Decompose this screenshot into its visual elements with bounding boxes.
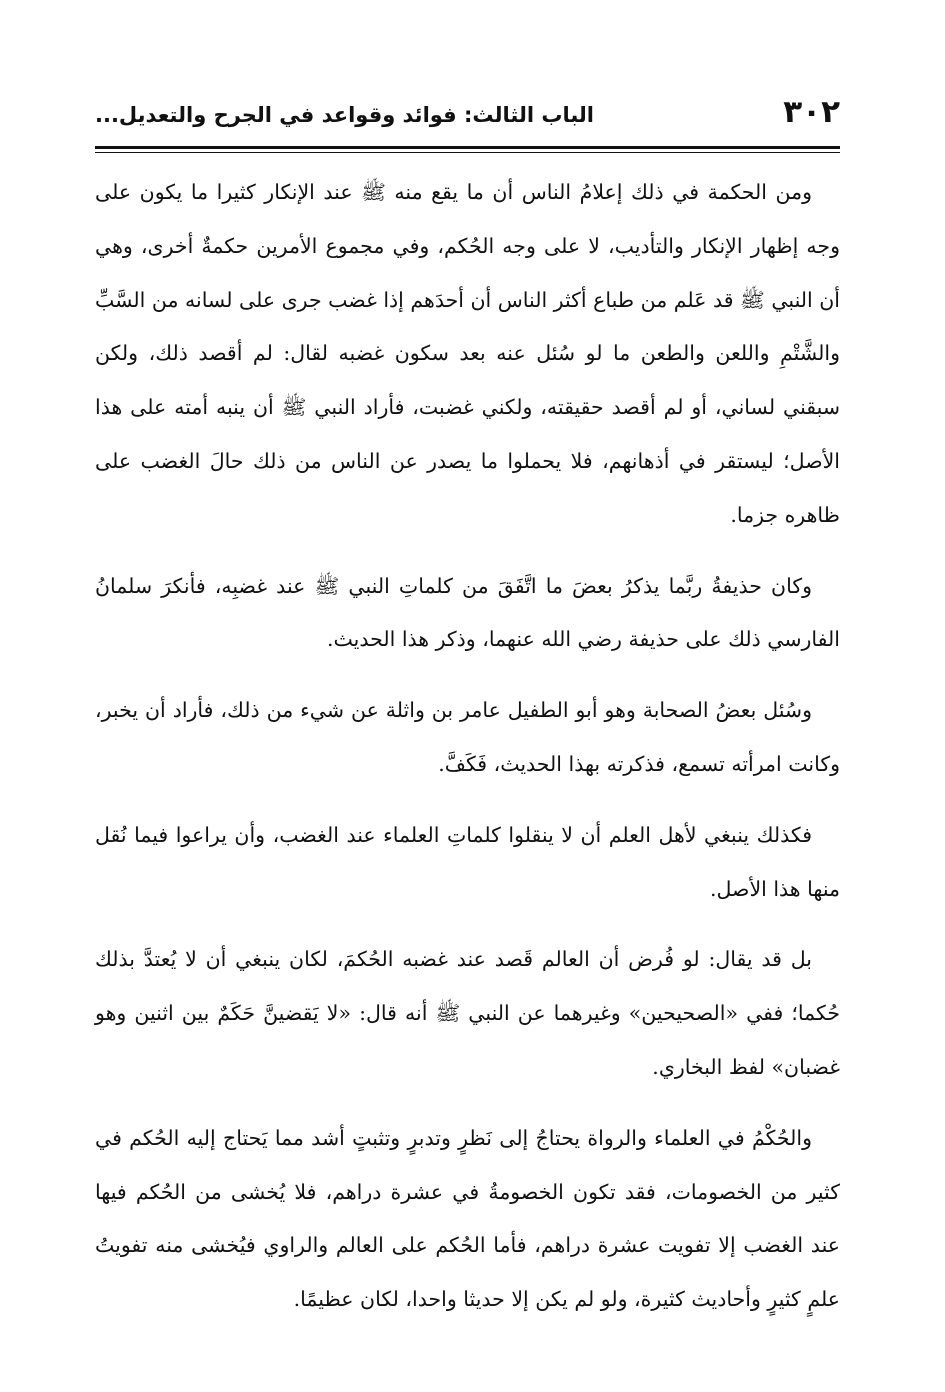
page-header [95,92,840,140]
paragraph-3: وسُئل بعضُ الصحابة وهو أبو الطفيل عامر بن واثلة عن شيء من ذلك، فأراد أن يخبر، وكانت امرأته تسمع، فذكرته بهذا الحديث، فَكَفَّ. [95,698,840,776]
header-rule-thick [95,146,840,149]
body-text [95,166,840,1344]
paragraph-5: بل قد يقال: لو فُرض أن العالم قَصد عند غضبه الحُكمَ، لكان ينبغي أن لا يُعتدَّ بذلك حُكما؛ ففي «الصحيحين» وغيرهما عن النبي ﷺ أنه قال: «لا يَقضينَّ حَكَمٌ بين اثنين وهو غضبان» لفظ البخاري. [95,947,840,1079]
paragraph-2: وكان حذيفةُ ربَّما يذكرُ بعضَ ما اتَّفَقَ من كلماتِ النبي ﷺ عند غضبِه، فأنكرَ سلمانُ الفارسي ذلك على حذيفة رضي الله عنهما، وذكر هذا الحديث. [95,573,840,652]
paragraph-1: ومن الحكمة في ذلك إعلامُ الناس أن ما يقع منه ﷺ عند الإنكار كثيرا ما يكون على وجه إظهار الإنكار والتأديب، لا على وجه الحُكم، وفي مجموع الأمرين حكمةٌ أخرى، وهي أن النبي ﷺ قد عَلم من طباع أكثر الناس أن أحدَهم إذا غضب جرى على لسانه من السَّبِّ والشَّتْمِ واللعن والطعن ما لو سُئل عنه بعد سكون غضبه لقال: لم أقصد ذلك، ولكن سبقني لساني، أو لم أقصد حقيقته، ولكني غضبت، فأراد النبي ﷺ أن ينبه أمته على هذا الأصل؛ ليستقر في أذهانهم، فلا يحملوا ما يصدر عن الناس من ذلك حالَ الغضب على ظاهره جزما. [95,180,840,527]
page-number: ٣٠٢ [783,94,840,130]
header-rule-thin [95,152,840,153]
paragraph-4: فكذلك ينبغي لأهل العلم أن لا ينقلوا كلماتِ العلماء عند الغضب، وأن يراعوا فيما نُقل منها هذا الأصل. [95,822,840,901]
paragraph-6: والحُكْمُ في العلماء والرواة يحتاجُ إلى نَظرٍ وتدبرٍ وتثبتٍ أشد مما يَحتاج إليه الحُكم في كثير من الخصومات، فقد تكون الخصومةُ في عشرة دراهم، فلا يُخشى من الحُكم فيها عند الغضب إلا تفويت عشرة دراهم، فأما الحُكم على العالم والراوي فيُخشى منه تفويتُ علمٍ كثيرٍ وأحاديث كثيرة، ولو لم يكن إلا حديثا واحدا، لكان عظيمًا. [95,1125,840,1312]
running-title: الباب الثالث: فوائد وقواعد في الجرح والتعديل... [95,103,595,127]
